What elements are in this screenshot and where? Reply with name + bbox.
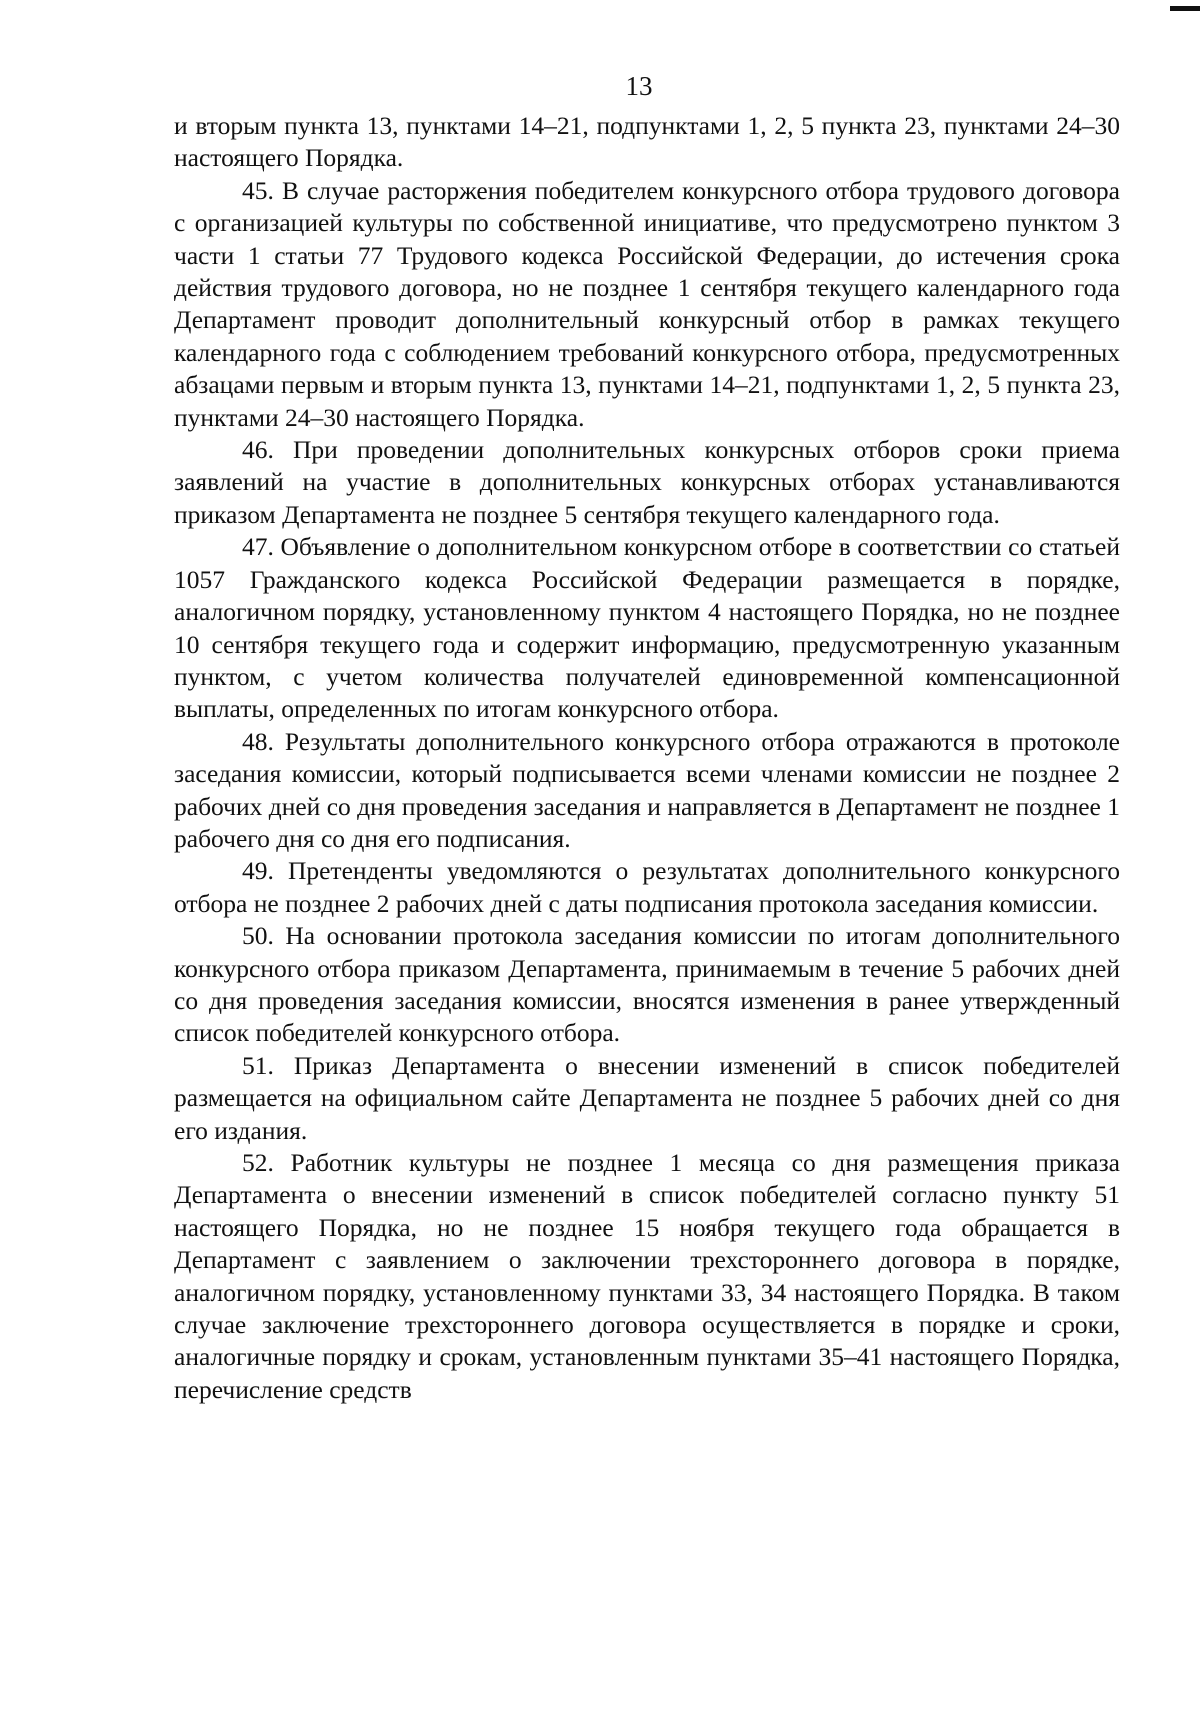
page-number: 13	[625, 71, 653, 101]
paragraph-46: 46. При проведении дополнительных конкурсных отборов сроки приема заявлений на участие в дополнительных конкурсных отборах устанавливаются приказом Департамента не позднее 5 сентября текущего календарного года.	[174, 435, 1120, 529]
scan-corner-mark	[1170, 6, 1200, 11]
paragraph-47: 47. Объявление о дополнительном конкурсном отборе в соответствии со статьей 1057 Гражданского кодекса Российской Федерации размещается в порядке, аналогичном порядку, установленному пунктом 4 настоящего Порядка, но не позднее 10 сентября текущего года и содержит информацию, предусмотренную указанным пунктом, с учетом количества получателей единовременной компенсационной выплаты, определенных по итогам конкурсного отбора.	[174, 532, 1120, 724]
paragraph-45: 45. В случае расторжения победителем конкурсного отбора трудового договора с организацией культуры по собственной инициативе, что предусмотрено пунктом 3 части 1 статьи 77 Трудового кодекса Российской Федерации, до истечения срока действия трудового договора, но не позднее 1 сентября текущего календарного года Департамент проводит дополнительный конкурсный отбор в рамках текущего календарного года с соблюдением требований конкурсного отбора, предусмотренных абзацами первым и вторым пункта 13, пунктами 14–21, подпунктами 1, 2, 5 пункта 23, пунктами 24–30 настоящего Порядка.	[174, 175, 1120, 432]
paragraph-52: 52. Работник культуры не позднее 1 месяца со дня размещения приказа Департамента о внесении изменений в список победителей согласно пункту 51 настоящего Порядка, но не позднее 15 ноября текущего года обращается в Департамент с заявлением о заключении трехстороннего договора в порядке, аналогичном порядку, установленному пунктами 33, 34 настоящего Порядка. В таком случае заключение трехстороннего договора осуществляется в порядке и сроки, аналогичные порядку и срокам, установленным пунктами 35–41 настоящего Порядка, перечисление средств	[174, 1148, 1120, 1404]
paragraph-50: 50. На основании протокола заседания комиссии по итогам дополнительного конкурсного отбора приказом Департамента, принимаемым в течение 5 рабочих дней со дня проведения заседания комиссии, вносятся изменения в ранее утвержденный список победителей конкурсного отбора.	[174, 921, 1120, 1048]
document-body	[174, 110, 1120, 1406]
paragraph-51: 51. Приказ Департамента о внесении изменений в список победителей размещается на официальном сайте Департамента не позднее 5 рабочих дней со дня его издания.	[174, 1050, 1120, 1145]
paragraph-48: 48. Результаты дополнительного конкурсного отбора отражаются в протоколе заседания комиссии, который подписывается всеми членами комиссии не позднее 2 рабочих дней со дня проведения заседания и направляется в Департамент не позднее 1 рабочего дня со дня его подписания.	[174, 726, 1120, 853]
paragraph-continuation: и вторым пункта 13, пунктами 14–21, подпунктами 1, 2, 5 пункта 23, пунктами 24–30 настоящего Порядка.	[174, 111, 1120, 173]
paragraph-49: 49. Претенденты уведомляются о результатах дополнительного конкурсного отбора не позднее 2 рабочих дней с даты подписания протокола заседания комиссии.	[174, 856, 1120, 918]
